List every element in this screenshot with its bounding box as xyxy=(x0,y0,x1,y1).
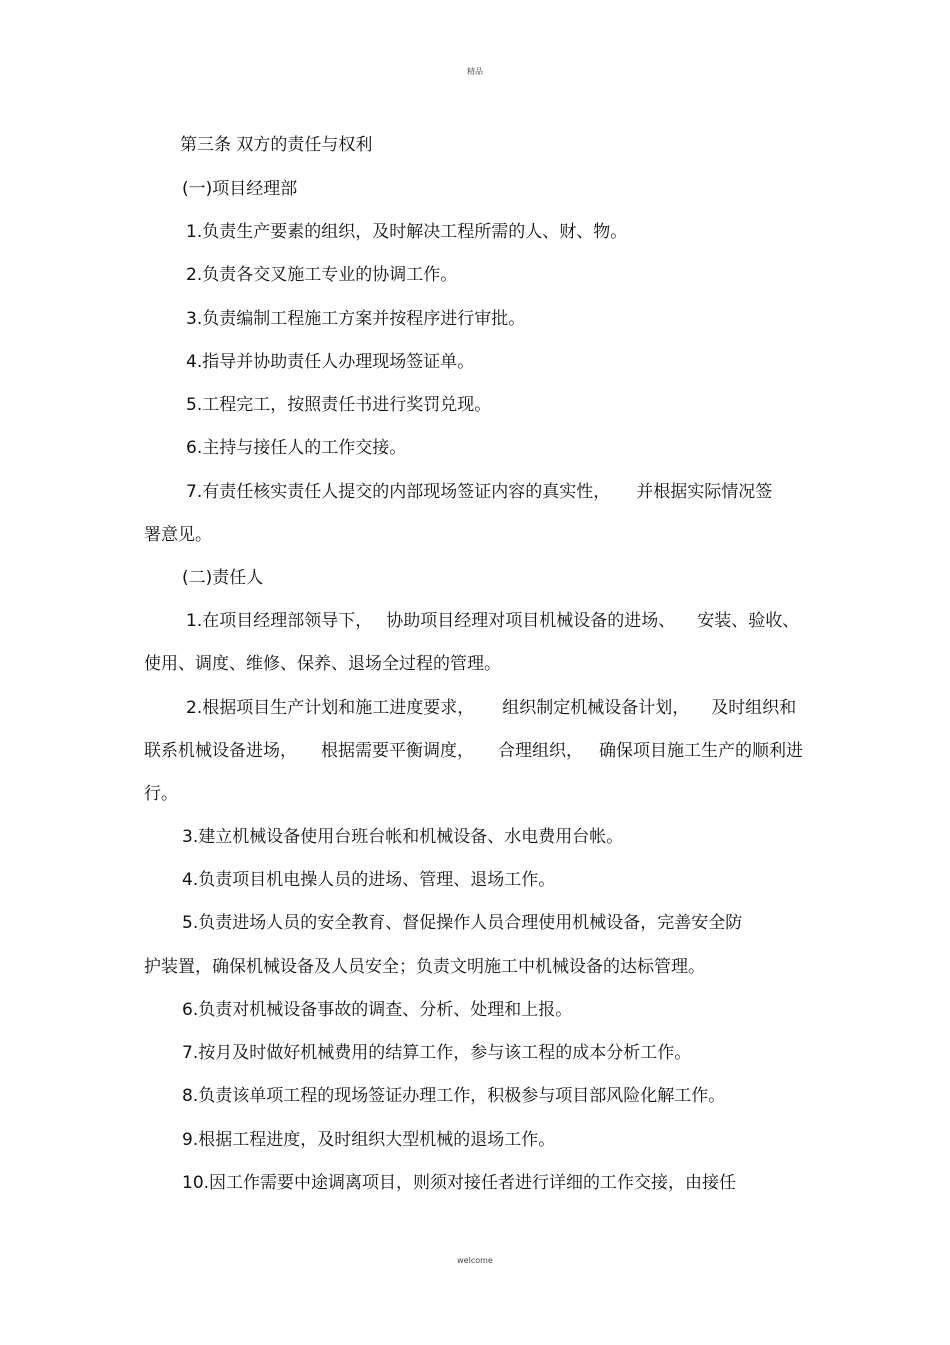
paragraph-line xyxy=(186,611,799,631)
text-run: 1.在项目经理部领导下， xyxy=(186,611,373,631)
paragraph: 7.按月及时做好机械费用的结算工作，参与该工程的成本分析工作。 xyxy=(182,1043,692,1063)
paragraph: 4.指导并协助责任人办理现场签证单。 xyxy=(186,352,475,372)
text-run: 及时组织和 xyxy=(711,698,797,718)
text-run: 根据需要平衡调度， xyxy=(321,741,474,761)
paragraph: 3.建立机械设备使用台班台帐和机械设备、水电费用台帐。 xyxy=(182,827,624,847)
paragraph: 3.负责编制工程施工方案并按程序进行审批。 xyxy=(186,309,526,329)
page-header: 精品 xyxy=(467,67,483,76)
text-run: 2.根据项目生产计划和施工进度要求， xyxy=(186,698,475,718)
article-title: 第三条 双方的责任与权利 xyxy=(180,135,373,155)
paragraph: 4.负责项目机电操人员的进场、管理、退场工作。 xyxy=(182,870,556,890)
text-run: 合理组织， xyxy=(498,741,583,761)
section-heading-project-dept: (一)项目经理部 xyxy=(182,179,298,199)
paragraph-line xyxy=(186,698,796,718)
paragraph-line: 署意见。 xyxy=(144,525,212,545)
text-run: 并根据实际情况签 xyxy=(636,482,773,502)
paragraph-line xyxy=(186,482,772,502)
text-run: 安装、验收、 xyxy=(697,611,800,631)
paragraph-line: 5.负责进场人员的安全教育、督促操作人员合理使用机械设备，完善安全防 xyxy=(182,913,743,933)
paragraph: 1.负责生产要素的组织，及时解决工程所需的人、财、物。 xyxy=(186,222,628,242)
paragraph: 2.负责各交叉施工专业的协调工作。 xyxy=(186,265,458,285)
paragraph: 6.负责对机械设备事故的调查、分析、处理和上报。 xyxy=(182,1000,573,1020)
text-run: 协助项目经理对项目机械设备的进场、 xyxy=(386,611,676,631)
text-run: 确保项目施工生产的顺利进 xyxy=(599,741,803,761)
paragraph-line: 护装置，确保机械设备及人员安全；负责文明施工中机械设备的达标管理。 xyxy=(144,957,705,977)
paragraph-line: 使用、调度、维修、保养、退场全过程的管理。 xyxy=(144,654,501,674)
paragraph-line xyxy=(144,741,803,761)
paragraph-line: 行。 xyxy=(144,784,178,804)
paragraph: 8.负责该单项工程的现场签证办理工作，积极参与项目部风险化解工作。 xyxy=(182,1086,726,1106)
text-run: 7.有责任核实责任人提交的内部现场签证内容的真实性， xyxy=(186,482,611,502)
paragraph: 9.根据工程进度，及时组织大型机械的退场工作。 xyxy=(182,1130,556,1150)
paragraph: 10.因工作需要中途调离项目，则须对接任者进行详细的工作交接，由接任 xyxy=(182,1173,737,1193)
page-footer: welcome xyxy=(457,1256,493,1265)
section-heading-responsible-person: (二)责任人 xyxy=(182,568,264,588)
paragraph: 5.工程完工，按照责任书进行奖罚兑现。 xyxy=(186,395,492,415)
paragraph: 6.主持与接任人的工作交接。 xyxy=(186,438,407,458)
text-run: 组织制定机械设备计划， xyxy=(502,698,690,718)
text-run: 联系机械设备进场， xyxy=(144,741,297,761)
